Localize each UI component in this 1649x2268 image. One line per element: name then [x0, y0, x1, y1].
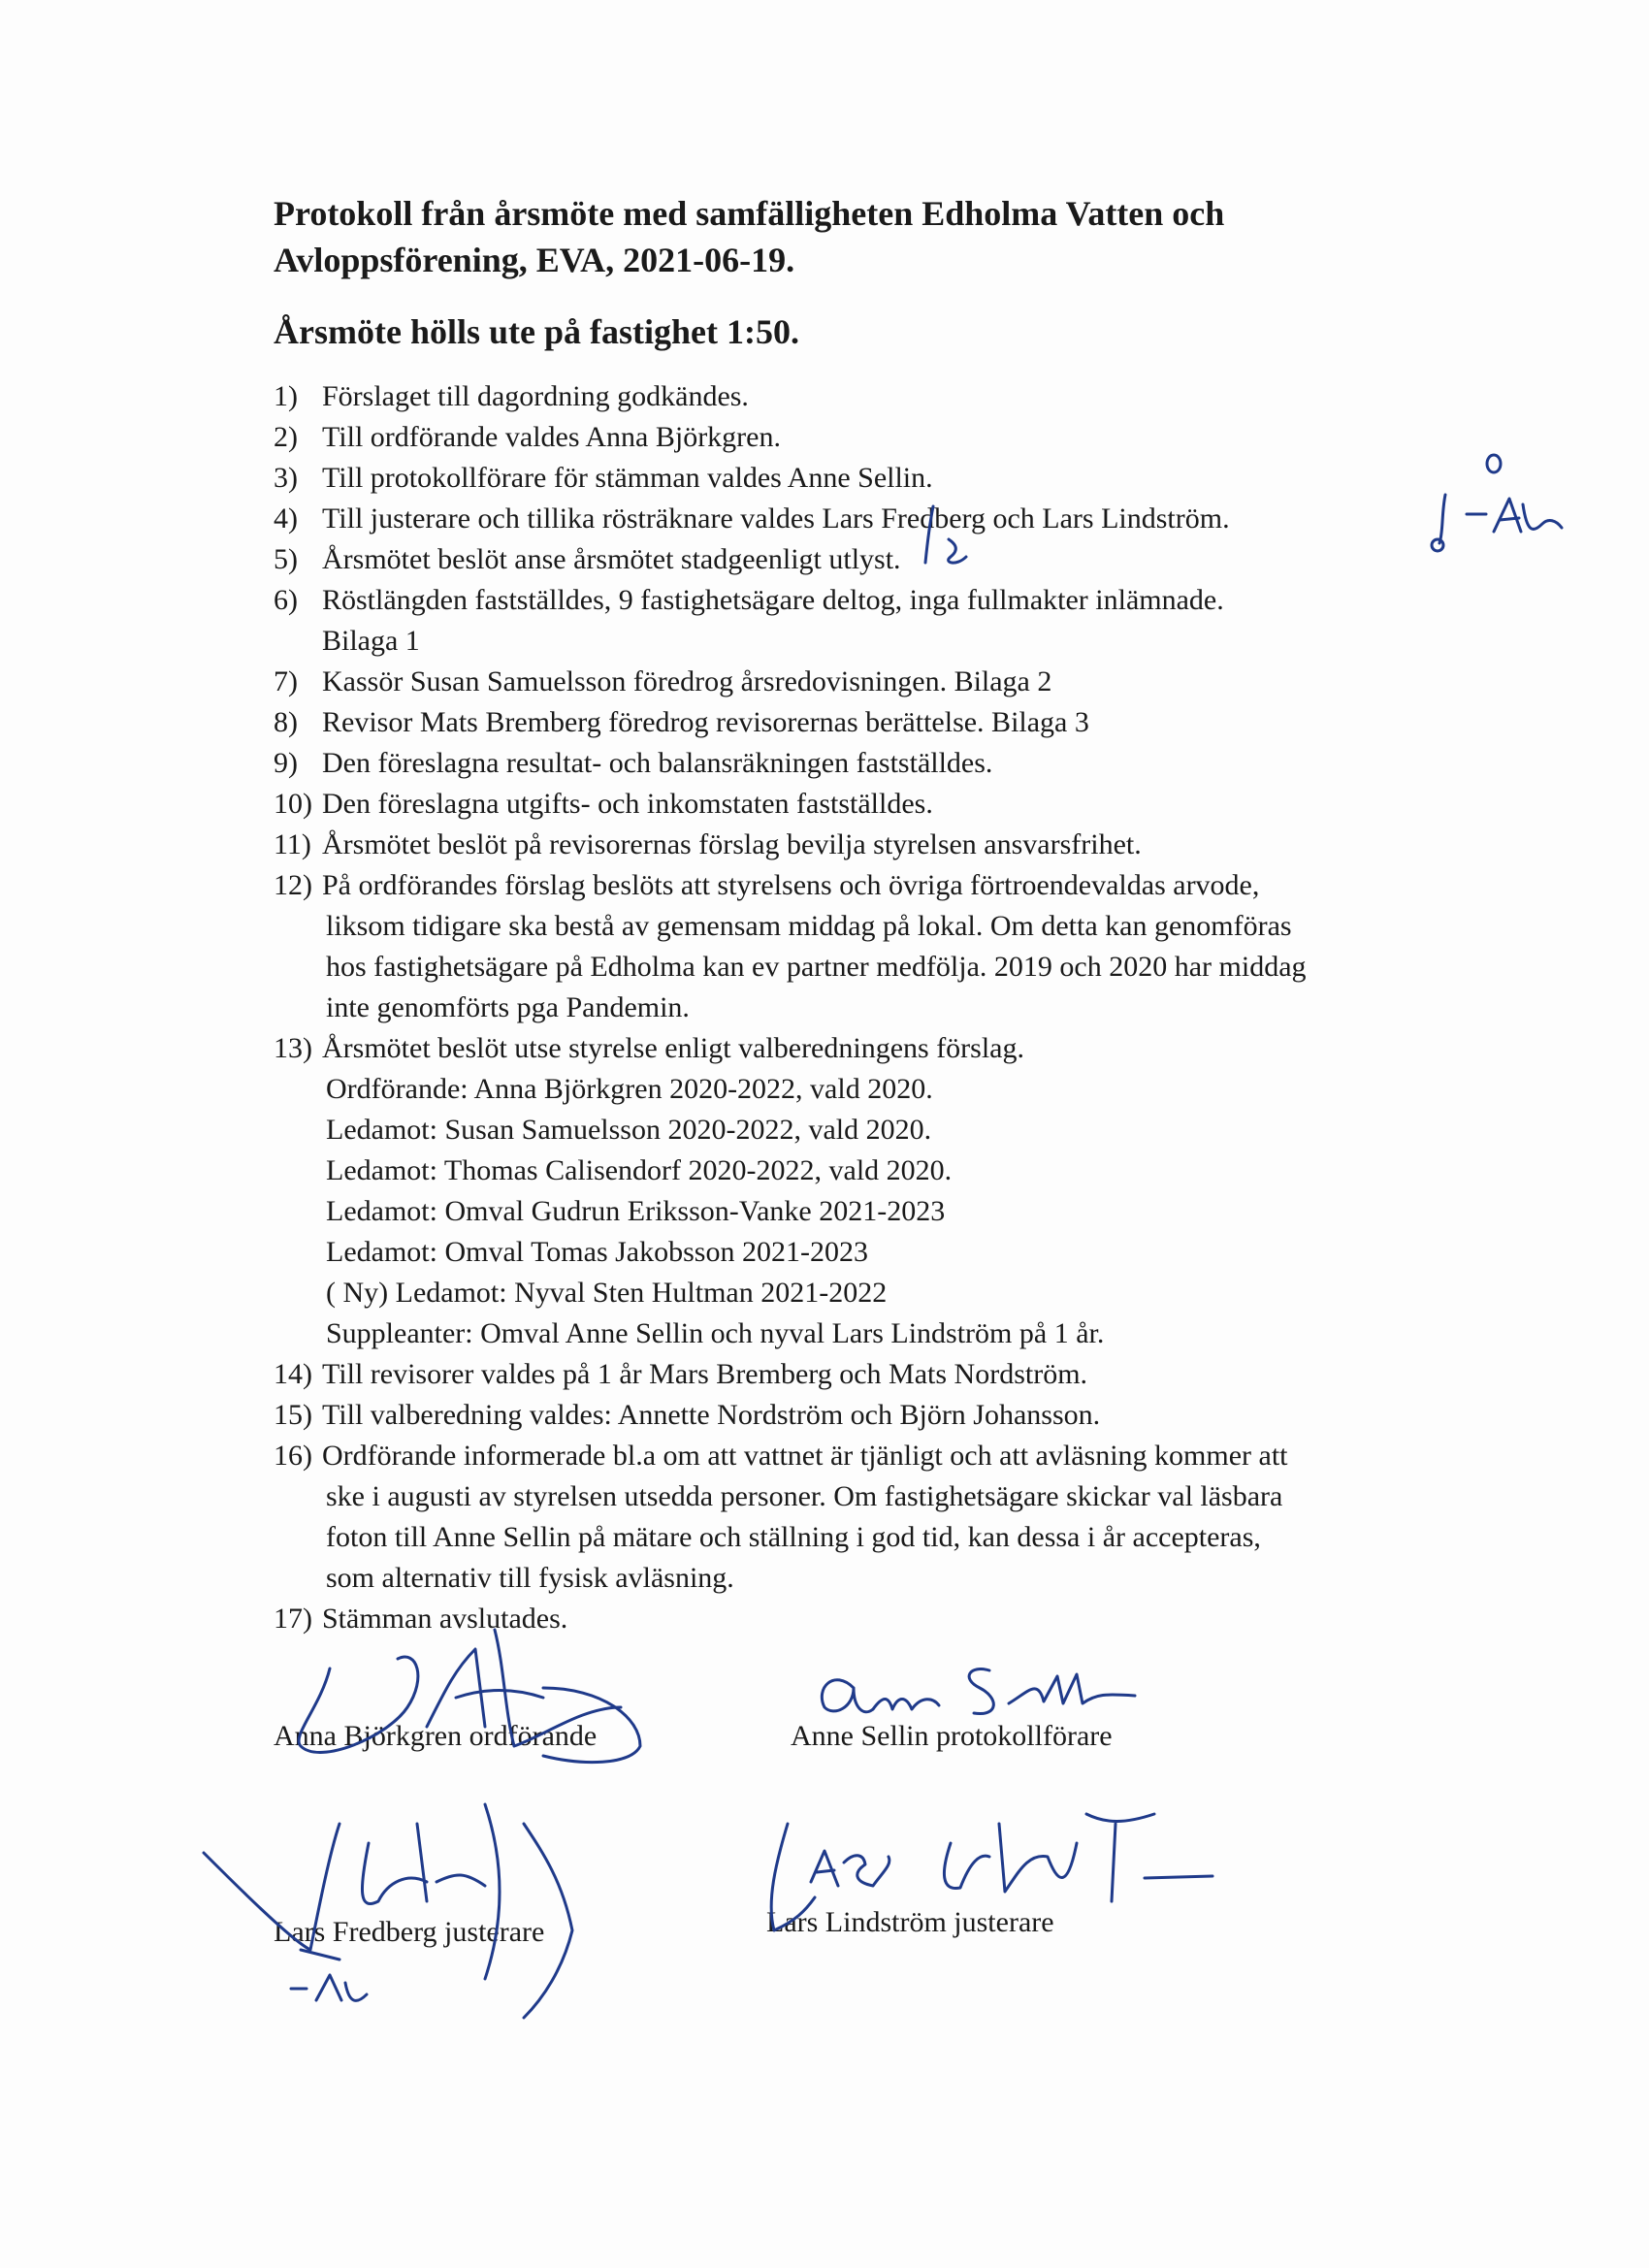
item-number: 4): [274, 502, 298, 535]
list-item: [274, 417, 1457, 458]
item-text: inte genomförts pga Pandemin.: [326, 991, 690, 1023]
item-text: Ledamot: Omval Gudrun Eriksson-Vanke 2021-2023: [326, 1195, 946, 1227]
item-text: Ledamot: Omval Tomas Jakobsson 2021-2023: [326, 1236, 868, 1268]
title-line-2: Avloppsförening, EVA, 2021-06-19.: [274, 241, 795, 279]
item-text: På ordförandes förslag beslöts att styrelsens och övriga förtroendevaldas arvode,: [322, 869, 1260, 901]
signature-label-anne: Anne Sellin protokollförare: [791, 1720, 1113, 1752]
signature-label-anna: Anna Björkgren ordförande: [274, 1720, 598, 1752]
item-text: Till valberedning valdes: Annette Nordström och Björn Johansson.: [322, 1399, 1101, 1431]
item-text: Ordförande informerade bl.a om att vattnet är tjänligt och att avläsning kommer att: [322, 1440, 1288, 1472]
item-number: 7): [274, 665, 298, 697]
signature-anne: [822, 1669, 1135, 1714]
list-item: [274, 1150, 1457, 1191]
document-subtitle: Årsmöte hölls ute på fastighet 1:50.: [274, 312, 799, 351]
item-number: 15): [274, 1399, 312, 1431]
item-number: 8): [274, 706, 298, 738]
list-item: [274, 1354, 1457, 1395]
signature-label-lars-lindstrom: Lars Lindström justerare: [766, 1906, 1054, 1938]
list-item: [274, 743, 1457, 784]
item-number: 14): [274, 1358, 312, 1390]
item-number: 5): [274, 543, 298, 575]
list-item: [274, 1069, 1457, 1110]
item-text: liksom tidigare ska bestå av gemensam middag på lokal. Om detta kan genomföras: [326, 910, 1292, 942]
item-text: Ledamot: Thomas Calisendorf 2020-2022, vald 2020.: [326, 1154, 953, 1186]
item-number: 13): [274, 1032, 312, 1064]
list-item: [274, 947, 1457, 988]
item-number: 16): [274, 1440, 312, 1472]
item-text: Till justerare och tillika rösträknare valdes Lars Fredberg och Lars Lindström.: [322, 502, 1230, 535]
minutes-list: [274, 376, 1457, 1639]
item-text: Revisor Mats Bremberg föredrog revisorernas berättelse. Bilaga 3: [322, 706, 1089, 738]
item-text: Ordförande: Anna Björkgren 2020-2022, vald 2020.: [326, 1073, 933, 1105]
item-number: 10): [274, 788, 312, 820]
item-number: 11): [274, 828, 311, 860]
item-text: Till revisorer valdes på 1 år Mars Bremberg och Mats Nordström.: [322, 1358, 1088, 1390]
item-number: 17): [274, 1603, 312, 1635]
item-number: 2): [274, 421, 298, 453]
item-text: Årsmötet beslöt utse styrelse enligt valberedningens förslag.: [322, 1032, 1024, 1064]
list-item: [274, 580, 1457, 621]
list-item: [274, 621, 1457, 662]
item-text: Stämman avslutades.: [322, 1603, 568, 1635]
signature-label-lars-fredberg: Lars Fredberg justerare: [274, 1916, 545, 1948]
item-text: ske i augusti av styrelsen utsedda personer. Om fastighetsägare skickar val läsbara: [326, 1480, 1283, 1512]
item-text: Bilaga 1: [322, 625, 420, 657]
item-number: 9): [274, 747, 298, 779]
item-text: Den föreslagna resultat- och balansräkningen fastställdes.: [322, 747, 993, 779]
item-text: Ledamot: Susan Samuelsson 2020-2022, vald 2020.: [326, 1114, 932, 1146]
list-item: [274, 1558, 1457, 1599]
list-item: [274, 1476, 1457, 1517]
item-text: Till protokollförare för stämman valdes Anne Sellin.: [322, 462, 933, 494]
item-number: 3): [274, 462, 298, 494]
item-text: Röstlängden fastställdes, 9 fastighetsägare deltog, inga fullmakter inlämnade.: [322, 584, 1224, 616]
list-item: [274, 702, 1457, 743]
list-item: [274, 906, 1457, 947]
item-text: Kassör Susan Samuelsson föredrog årsredovisningen. Bilaga 2: [322, 665, 1052, 697]
item-number: 1): [274, 380, 298, 412]
list-item: [274, 1395, 1457, 1436]
list-item: [274, 784, 1457, 825]
list-item: [274, 825, 1457, 865]
item-number: 12): [274, 869, 312, 901]
list-item: [274, 376, 1457, 417]
list-item: [274, 1313, 1457, 1354]
item-text: Årsmötet beslöt på revisorernas förslag bevilja styrelsen ansvarsfrihet.: [322, 828, 1142, 860]
list-item: [274, 1436, 1457, 1476]
item-text: hos fastighetsägare på Edholma kan ev partner medfölja. 2019 och 2020 har middag: [326, 951, 1307, 983]
item-text: Förslaget till dagordning godkändes.: [322, 380, 749, 412]
list-item: [274, 1191, 1457, 1232]
item-text: Den föreslagna utgifts- och inkomstaten fastställdes.: [322, 788, 933, 820]
list-item: [274, 865, 1457, 906]
list-item: [274, 1599, 1457, 1639]
list-item: [274, 1517, 1457, 1558]
list-item: [274, 988, 1457, 1028]
list-item: [274, 662, 1457, 702]
item-text: som alternativ till fysisk avläsning.: [326, 1562, 734, 1594]
list-item: [274, 1273, 1457, 1313]
list-item: [274, 539, 1457, 580]
item-text: Suppleanter: Omval Anne Sellin och nyval Lars Lindström på 1 år.: [326, 1317, 1105, 1349]
document-title: [274, 190, 1438, 283]
list-item: [274, 458, 1457, 499]
list-item: [274, 499, 1457, 539]
list-item: [274, 1110, 1457, 1150]
title-line-1: Protokoll från årsmöte med samfälligheten Edholma Vatten och: [274, 194, 1225, 233]
list-item: [274, 1028, 1457, 1069]
item-text: Årsmötet beslöt anse årsmötet stadgeenligt utlyst.: [322, 543, 901, 575]
item-text: foton till Anne Sellin på mätare och ställning i god tid, kan dessa i år accepteras,: [326, 1521, 1261, 1553]
item-number: 6): [274, 584, 298, 616]
item-text: ( Ny) Ledamot: Nyval Sten Hultman 2021-2022: [326, 1277, 888, 1309]
item-text: Till ordförande valdes Anna Björkgren.: [322, 421, 781, 453]
signature-lars-fredberg: [204, 1804, 572, 2018]
list-item: [274, 1232, 1457, 1273]
